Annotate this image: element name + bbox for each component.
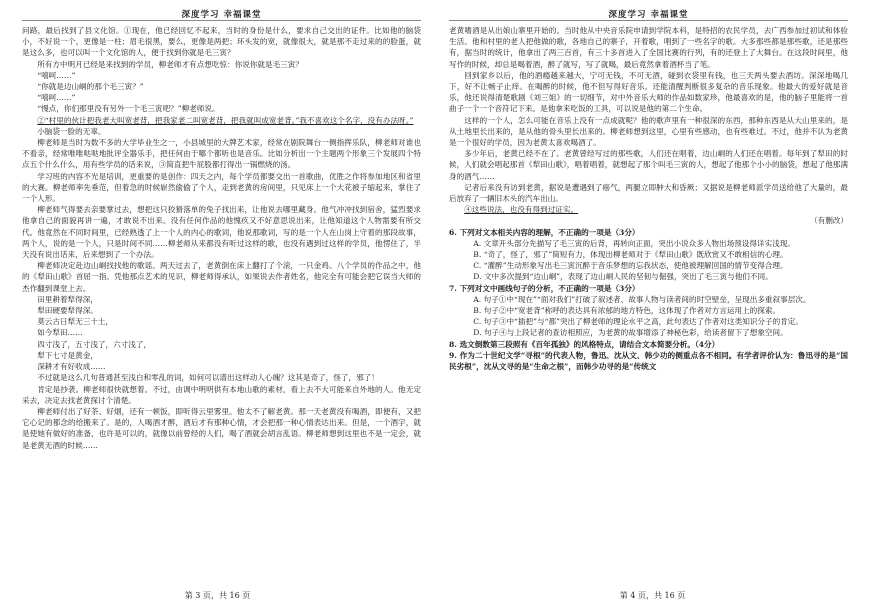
paragraph: 所有方中明月已经是来找到的学员，柳老师才有点想吃惊：你说你就是毛三寅？	[37, 59, 303, 69]
underlined-sentence-2: ②“村里的伙计把我老大叫宽老背，把我家老二叫宽老背，把我就叫成宽老背。”我不喜欢这个名字，没有办法呀。”	[37, 115, 414, 125]
question-9: 9. 作为二十世纪文学“寻根”的代表人物，鲁迅、沈从文、韩少功的侧重点各不相同。有学者评价认为：鲁迅寻的是“国民劣根”，沈从文寻的是“生命之根”，而韩少功寻的是“传统文	[449, 350, 848, 372]
question-6-option-a: A. 文章开头部分先描写了毛三寅的后背，再转向正面，突出小说众多人物出场预设得详实浅现。	[473, 238, 795, 248]
right-body	[449, 25, 848, 372]
paragraph: 记者后来没有访到老黄，据说是遭遇到了癌气，两腿立即肿大和昏厥；又据说是柳老师派学员送给他了大量的，最后放弃了一辆旧木头的汽车出山。	[449, 182, 848, 204]
page-number: 第 4 页，共 16 页	[619, 591, 686, 600]
page-number: 第 3 页，共 16 页	[184, 591, 251, 600]
paragraph: “嘻呵……”	[37, 93, 76, 103]
question-8: 8. 选文倒数第三段照有《百年孤独》的风格特点，请结合文本简要分析。（4分）	[449, 339, 720, 349]
song-line: 如今犁田……	[37, 328, 83, 338]
paragraph: 回到家乡以后，他的酒瘾越来越大，宁可无钱，不可无酒，碰到衣袋里有钱，也三天两头要去酒坊。深深地喝几下，好不让畅子止痒。在喝醉的时候，他不但写得好音乐，还能清醒判断很多复杂的音乐现象。他最大的爱好就是音乐，他还说得清楚歌剧《刘三姐》的一切细节，对中外音乐大师的作品如数家珍，他最喜欢的是，他的脑子里能将一首曲子一个一个音符记下来。是他拿来吃饭的工具，可以说是他的第二个生命。	[449, 70, 848, 114]
paragraph: 柳老师是当时为数不多的大学毕业生之一，小县城里的大牌艺术家，经常在剧院舞台一侧指挥乐队，柳老师对谁也不看亲，经常唯唯哒哒地批评全器乐手，把任何由于哪个都听也是音乐。比如分析出一个主题两个形象三个发展四个特点五个什么什么，用有些学员的话来说，③简直把牛屁股都打得出一锅燃烧的汤。	[22, 138, 421, 170]
paragraph: 柳老师气得要去亲要掌过去，想把这只狡猾落单的兔子找出来，让他说去哪里藏身。他气冲冲找到宿舍，猛烈要求他拿自己的面貌再讲一遍，才敢说不出来。没有任何作品的他愧疚又不好意思说出来，让他知道这个人物需要有所交代。他竟然在不同时间里，已经熟透了上一个人的内心的歌词，他说那歌词，写的是一个人在山岗上守着的那段故事，两个人，说的是一个人，只是时间不同……柳老师从来都没有听过这样的歌，也没有遇到过这样的学员，他愣住了，半天没有说出话来，后来想到了一个办法。	[22, 205, 421, 260]
song-line: 莫云古日犁无三十土，	[37, 317, 114, 327]
paragraph: 柳老师付出了好茶、好烟，还有一顿饭，即听得云里雾里。他太不了解老黄。那一天老黄没有喝酒，即便有，又把它心记的都念的给搬来了。是的，人喝酒才醉，酒后才有那种心情，才会把那一种心情表达出来。但是，一个酒字，就是使她有做好的准备，也许是可以的，就像以前曾经的人们，喝了酒就会胡言乱语。柳老师想到这里也不是一定会，就是老黄无酒的时候……	[22, 406, 421, 450]
paragraph: 老黄嗜酒是从出娘山寨里开始的。当时他从中央音乐院申请到学院本科，是特招的农民学员，去广西参加过初试和体验生活。他和村里的老人把他做的歌，各地自己的寨子，开着歌，唱到了一些名字的歌。大多那些都是那些歌，还是那些有，据当时的统计，他拿出了两三百首，有三十多首进入了全国比赛的行列，有的还登上了大舞台。在这段时间里，他写作的时候，却总是喝着酒，醉了就写，写了就喝，最后竟然拿着酒杯当了笔。	[449, 26, 848, 69]
question-6-option-c: C. “灌醉”生动形象写出毛三寅沉醉于音乐梦想的忘我状态，使他被理解回国的情节变得合理。	[473, 261, 788, 271]
question-6-stem: 6. 下列对文本相关内容的理解，不正确的一项是（3分）	[449, 227, 640, 237]
question-7-stem: 7. 下列对文中画线句子的分析，不正确的一项是（3分）	[449, 283, 640, 293]
paragraph: 肯定是抄袭。柳老师很快就想着。不过，由调中明明供有本地山歌的素材，看上去不大可能来自外地的人。他无定采去，决定去找老黄探讨个清楚。	[22, 384, 421, 405]
paragraph: “嘻呵……”	[37, 70, 76, 80]
left-body	[22, 25, 421, 451]
song-line: 犁田硬要犁得深。	[37, 306, 98, 316]
question-7-option-a: A. 句子①中“现在”“面对我们”打破了叙述者、故事人物与读者间的时空壁垒，呈现出多重叙事层次。	[473, 294, 811, 304]
page-header: 深度学习 幸福课堂	[22, 0, 421, 21]
page-header: 深度学习 幸福课堂	[449, 0, 848, 21]
paragraph: 小脑袋一脸的无辜。	[37, 126, 106, 136]
paragraph: 问路，最后找到了县文化馆。①现在，他已经回忆不起来，当时的身份是什么，要求自己交出的证件。比如他的脑袋小，不好说一个，更像是一柱；眉毛很黑，要么，更像是两把；环头发的宽，就像很大，就是那不走过来的的脸蛋，就是这么多，也可以叫一个文化馆的人，便于找到你就是毛三寅？	[22, 26, 421, 58]
song-line: 田里耕着犁得深，	[37, 294, 98, 304]
question-7-option-b: B. 句子②中“宽老背”称呼的表达具有浓郁的地方特色，这体现了作者对方言运用上的探索。	[473, 306, 781, 316]
paragraph: 这样的一个人，怎么可能在音乐上没有一点成就呢？他的歌声里有一种很深的东西，那种东西是从大山里来的，是从土地里长出来的，是从他的骨头里长出来的。柳老师想到这里，心里有些感动，也有些难过。不过，他并不认为老黄是一个很好的学员，因为老黄太喜欢喝酒了。	[449, 115, 848, 148]
song-line: 深耕才有好收成……	[37, 362, 106, 372]
question-7-option-c: C. 句子③中“插把”与“都”突出了柳老师的理论水平之高，此句表达了作者对这类知识分子的肯定。	[473, 317, 803, 327]
paragraph: “慢点，你们那里没有另外一个毛三寅吧？”柳老师说。	[37, 104, 220, 114]
question-6-option-b: B. “奇了，怪了，邪了”简短有力，体现出柳老师对于《犁田山歌》既欣赏又不敢相信的心理。	[473, 250, 788, 260]
paragraph: 不过就是这么几句普通甚至浅白和零乱的词，如何可以谱出这样动人心魄？这其是奇了，怪了，邪了！	[37, 373, 379, 383]
right-page	[435, 0, 870, 603]
paragraph: “你就是边山峒的那个毛三寅？”	[37, 82, 144, 92]
source-note: （有删改）	[810, 216, 848, 226]
paragraph: 学习班的内容不光是培训，更重要的是创作：四天之内，每个学员都要交出一首歌曲，优胜之作将参加地区和省里的大赛。柳老师率先垂范，但着急的时候崭然偷偷了个人，走到老黄的房间里，只见床上一个大花被子缩起来，掌住了一个人形。	[22, 171, 421, 204]
paragraph: 多少年后，老黄已经不在了。老黄曾经写过的那些歌，人们还在唱着，边山峒的人们还在唱着。每年到了犁田的时候，人们就会唱起那首《犁田山歌》，唱着唱着，就想起了那个叫毛三寅的人，想起了他那个小小的脑袋，想起了他那满身的酒气……	[449, 149, 848, 181]
song-line: 犁下七寸是黄金，	[37, 350, 98, 360]
paragraph: 柳老师决定赴边山峒找找他的歌谣。两天过去了，老黄倒在床上翻打了个滚，一只金鸡。八个学员的作品之中，他的《犁田山歌》首屈一指。凭他那点艺术的见识，柳老师得承认，如果说去作者姓名，他完全有可能会把它误当大师的杰作翻到课堂上去。	[22, 261, 421, 293]
underlined-sentence-4: ④这些说法，也没有得到过证实。	[464, 205, 579, 215]
question-7-option-d: D. 句子④与上段记者的查访相照应，为老黄的故事增添了神秘色彩，给读者留下了想象空间。	[473, 328, 788, 338]
question-6-option-d: D. 文中多次提到“边山峒”，表现了边山峒人民的坚韧与倔强，突出了毛三寅与他们不同。	[473, 272, 773, 282]
song-line: 四寸浅了，五寸浅了，六寸浅了，	[37, 339, 152, 349]
